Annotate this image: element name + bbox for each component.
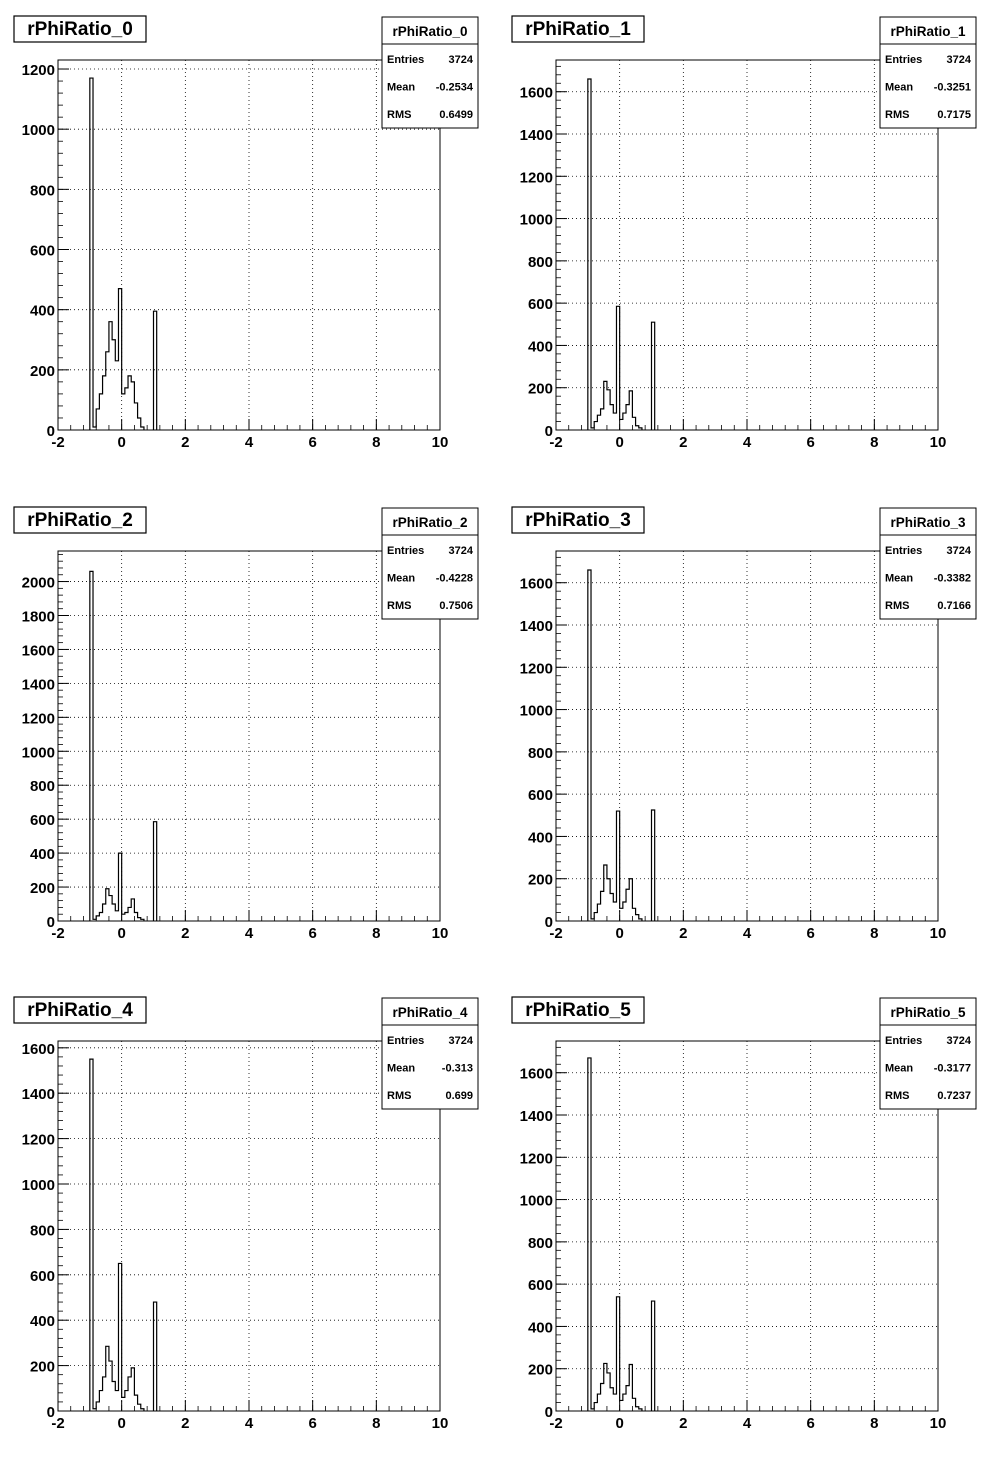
x-tick-label: 0	[615, 925, 624, 942]
histogram-title: rPhiRatio_4	[27, 1000, 133, 1021]
y-tick-label: 600	[527, 296, 553, 314]
y-tick-label: 200	[29, 880, 55, 898]
stats-rms-label: RMS	[885, 600, 910, 612]
x-tick-label: 0	[615, 434, 624, 451]
y-tick-label: 1600	[21, 1040, 55, 1058]
stats-mean-label: Mean	[387, 81, 416, 94]
y-tick-label: 200	[29, 362, 55, 380]
y-tick-label: 1200	[21, 710, 55, 728]
x-tick-label: 10	[929, 925, 947, 942]
stats-mean-label: Mean	[387, 572, 416, 585]
y-tick-label: 800	[527, 744, 553, 762]
y-tick-label: 400	[29, 302, 55, 320]
y-tick-label: 1000	[21, 1177, 55, 1195]
stats-mean-value: -0.313	[441, 1062, 473, 1075]
x-tick-label: 8	[372, 925, 381, 942]
y-tick-label: 1600	[519, 1065, 553, 1083]
y-tick-label: 400	[29, 846, 55, 864]
y-tick-label: 0	[544, 1404, 553, 1421]
y-tick-label: 400	[527, 829, 553, 847]
x-tick-label: 10	[431, 1415, 449, 1432]
stats-entries-value: 3724	[946, 54, 971, 66]
stats-mean-value: -0.3251	[933, 81, 971, 94]
y-tick-label: 1400	[21, 1086, 55, 1104]
x-tick-label: 6	[806, 434, 815, 451]
stats-name: rPhiRatio_5	[890, 1005, 966, 1020]
stats-name: rPhiRatio_3	[890, 515, 966, 530]
x-tick-label: 2	[679, 434, 688, 451]
x-tick-label: 6	[806, 925, 815, 942]
y-tick-label: 200	[29, 1358, 55, 1376]
stats-entries-label: Entries	[387, 1035, 425, 1047]
y-tick-label: 0	[544, 423, 553, 440]
stats-rms-value: 0.7166	[937, 600, 971, 612]
y-tick-label: 800	[29, 1222, 55, 1240]
y-tick-label: 1000	[519, 1192, 553, 1210]
stats-entries-value: 3724	[946, 545, 971, 557]
y-tick-label: 1600	[21, 642, 55, 660]
y-tick-label: 1800	[21, 608, 55, 626]
y-tick-label: 1200	[519, 1150, 553, 1168]
x-tick-label: -2	[51, 434, 65, 451]
y-tick-label: 1000	[519, 211, 553, 229]
y-tick-label: 600	[527, 787, 553, 805]
y-tick-label: 0	[544, 914, 553, 931]
stats-name: rPhiRatio_1	[890, 24, 966, 39]
x-tick-label: 10	[431, 434, 449, 451]
stats-entries-value: 3724	[946, 1035, 971, 1047]
y-tick-label: 600	[527, 1277, 553, 1295]
y-tick-label: 200	[527, 380, 553, 398]
x-tick-label: 4	[742, 434, 752, 451]
stats-mean-value: -0.4228	[435, 572, 473, 585]
x-tick-label: 10	[431, 925, 449, 942]
stats-mean-label: Mean	[885, 81, 914, 94]
stats-mean-label: Mean	[885, 572, 914, 585]
y-tick-label: 1000	[519, 702, 553, 720]
y-tick-label: 1000	[21, 122, 55, 140]
x-tick-label: -2	[51, 925, 65, 942]
stats-entries-value: 3724	[448, 54, 473, 66]
stats-entries-label: Entries	[885, 545, 923, 557]
x-tick-label: 2	[181, 434, 190, 451]
y-tick-label: 0	[46, 1404, 55, 1421]
x-tick-label: 0	[117, 925, 126, 942]
x-tick-label: 2	[181, 1415, 190, 1432]
y-tick-label: 1200	[519, 169, 553, 187]
y-tick-label: 1200	[21, 1131, 55, 1149]
x-tick-label: 6	[308, 434, 317, 451]
y-tick-label: 600	[29, 1267, 55, 1285]
stats-rms-label: RMS	[885, 1090, 910, 1102]
y-tick-label: 0	[46, 914, 55, 931]
y-tick-label: 400	[527, 338, 553, 356]
x-tick-label: 4	[244, 925, 254, 942]
stats-rms-value: 0.699	[445, 1090, 473, 1102]
stats-rms-value: 0.7237	[937, 1090, 971, 1102]
y-tick-label: 2000	[21, 574, 55, 592]
histogram-title: rPhiRatio_5	[525, 1000, 631, 1021]
x-tick-label: 8	[870, 1415, 879, 1432]
y-tick-label: 1600	[519, 575, 553, 593]
histogram-title: rPhiRatio_3	[525, 510, 631, 531]
y-tick-label: 0	[46, 423, 55, 440]
stats-mean-value: -0.3177	[933, 1062, 971, 1075]
stats-mean-label: Mean	[387, 1062, 416, 1075]
y-tick-label: 800	[29, 778, 55, 796]
x-tick-label: -2	[549, 925, 563, 942]
x-tick-label: 4	[244, 1415, 254, 1432]
x-tick-label: -2	[549, 434, 563, 451]
y-tick-label: 400	[527, 1319, 553, 1337]
x-tick-label: 0	[117, 434, 126, 451]
x-tick-label: 6	[806, 1415, 815, 1432]
y-tick-label: 1000	[21, 744, 55, 762]
y-tick-label: 1400	[21, 676, 55, 694]
histogram-title: rPhiRatio_2	[27, 510, 133, 531]
y-tick-label: 800	[29, 182, 55, 200]
stats-name: rPhiRatio_4	[392, 1005, 468, 1020]
stats-rms-label: RMS	[387, 109, 412, 121]
y-tick-label: 600	[29, 812, 55, 830]
x-tick-label: 8	[372, 434, 381, 451]
stats-rms-value: 0.7506	[439, 600, 473, 612]
x-tick-label: 8	[372, 1415, 381, 1432]
x-tick-label: 2	[181, 925, 190, 942]
x-tick-label: 0	[615, 1415, 624, 1432]
x-tick-label: 2	[679, 925, 688, 942]
histogram-title: rPhiRatio_1	[525, 19, 631, 40]
stats-name: rPhiRatio_0	[392, 24, 468, 39]
y-tick-label: 400	[29, 1313, 55, 1331]
stats-entries-value: 3724	[448, 1035, 473, 1047]
x-tick-label: -2	[51, 1415, 65, 1432]
x-tick-label: 6	[308, 925, 317, 942]
stats-entries-value: 3724	[448, 545, 473, 557]
x-tick-label: 4	[742, 925, 752, 942]
y-tick-label: 1400	[519, 1108, 553, 1125]
stats-name: rPhiRatio_2	[392, 515, 468, 530]
stats-mean-value: -0.3382	[933, 572, 971, 585]
y-tick-label: 200	[527, 1361, 553, 1379]
stats-entries-label: Entries	[885, 54, 923, 66]
x-tick-label: 10	[929, 434, 947, 451]
stats-rms-label: RMS	[387, 600, 412, 612]
y-tick-label: 1400	[519, 618, 553, 635]
x-tick-label: 6	[308, 1415, 317, 1432]
y-tick-label: 1400	[519, 127, 553, 144]
x-tick-label: -2	[549, 1415, 563, 1432]
stats-mean-label: Mean	[885, 1062, 914, 1075]
y-tick-label: 800	[527, 1234, 553, 1252]
stats-entries-label: Entries	[387, 545, 425, 557]
stats-rms-value: 0.6499	[439, 109, 473, 121]
histogram-title: rPhiRatio_0	[27, 19, 133, 40]
y-tick-label: 1600	[519, 84, 553, 102]
stats-mean-value: -0.2534	[435, 81, 473, 94]
x-tick-label: 4	[742, 1415, 752, 1432]
stats-rms-label: RMS	[387, 1090, 412, 1102]
stats-rms-value: 0.7175	[937, 109, 971, 121]
y-tick-label: 1200	[519, 660, 553, 678]
y-tick-label: 1200	[21, 62, 55, 80]
y-tick-label: 600	[29, 242, 55, 260]
x-tick-label: 8	[870, 434, 879, 451]
x-tick-label: 10	[929, 1415, 947, 1432]
x-tick-label: 0	[117, 1415, 126, 1432]
x-tick-label: 2	[679, 1415, 688, 1432]
x-tick-label: 4	[244, 434, 254, 451]
y-tick-label: 800	[527, 253, 553, 271]
y-tick-label: 200	[527, 871, 553, 889]
stats-rms-label: RMS	[885, 109, 910, 121]
stats-entries-label: Entries	[387, 54, 425, 66]
stats-entries-label: Entries	[885, 1035, 923, 1047]
x-tick-label: 8	[870, 925, 879, 942]
